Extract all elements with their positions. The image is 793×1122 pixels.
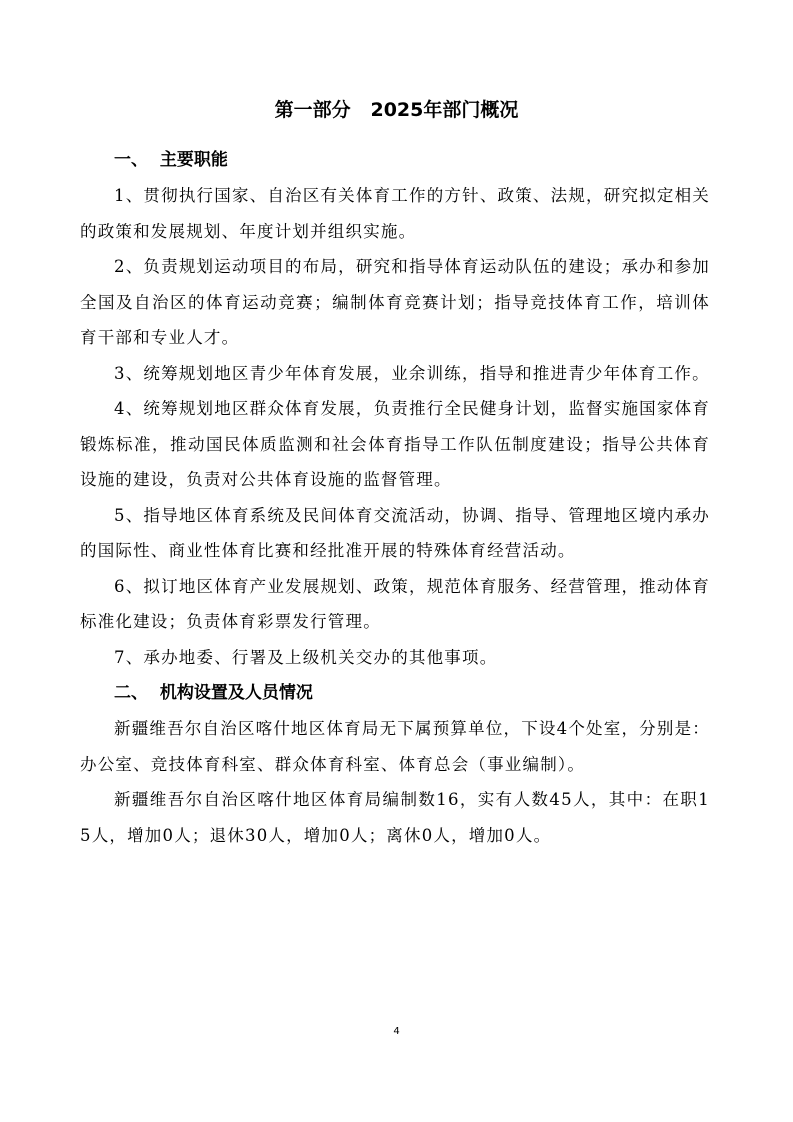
- document-body: [80, 142, 710, 853]
- page-title: 第一部分 2025年部门概况: [274, 99, 519, 121]
- paragraph: 5、指导地区体育系统及民间体育交流活动，协调、指导、管理地区境内承办的国际性、商业性体育比赛和经批准开展的特殊体育经营活动。: [80, 505, 710, 560]
- section-heading-main-functions: 一、 主要职能: [114, 150, 228, 170]
- paragraph: 新疆维吾尔自治区喀什地区体育局无下属预算单位，下设4个处室，分别是：办公室、竞技体育科室、群众体育科室、体育总会（事业编制）。: [80, 719, 710, 774]
- section-heading-organization: 二、 机构设置及人员情况: [114, 683, 313, 703]
- paragraph: 1、贯彻执行国家、自治区有关体育工作的方针、政策、法规，研究拟定相关的政策和发展规划、年度计划并组织实施。: [80, 186, 710, 241]
- paragraph: 3、统筹规划地区青少年体育发展，业余训练，指导和推进青少年体育工作。: [114, 363, 710, 383]
- paragraph: 6、拟订地区体育产业发展规划、政策，规范体育服务、经营管理，推动体育标准化建设；负责体育彩票发行管理。: [80, 576, 710, 631]
- page-number: 4: [393, 1026, 400, 1037]
- paragraph: 7、承办地委、行署及上级机关交办的其他事项。: [114, 647, 498, 667]
- paragraph: 2、负责规划运动项目的布局，研究和指导体育运动队伍的建设；承办和参加全国及自治区的体育运动竞赛；编制体育竞赛计划；指导竞技体育工作，培训体育干部和专业人才。: [80, 257, 710, 347]
- paragraph: 4、统筹规划地区群众体育发展，负责推行全民健身计划，监督实施国家体育锻炼标准，推动国民体质监测和社会体育指导工作队伍制度建设；指导公共体育设施的建设，负责对公共体育设施的监督管理。: [80, 399, 710, 489]
- paragraph: 新疆维吾尔自治区喀什地区体育局编制数16，实有人数45人，其中：在职15人，增加0人；退休30人，增加0人；离休0人，增加0人。: [80, 790, 710, 845]
